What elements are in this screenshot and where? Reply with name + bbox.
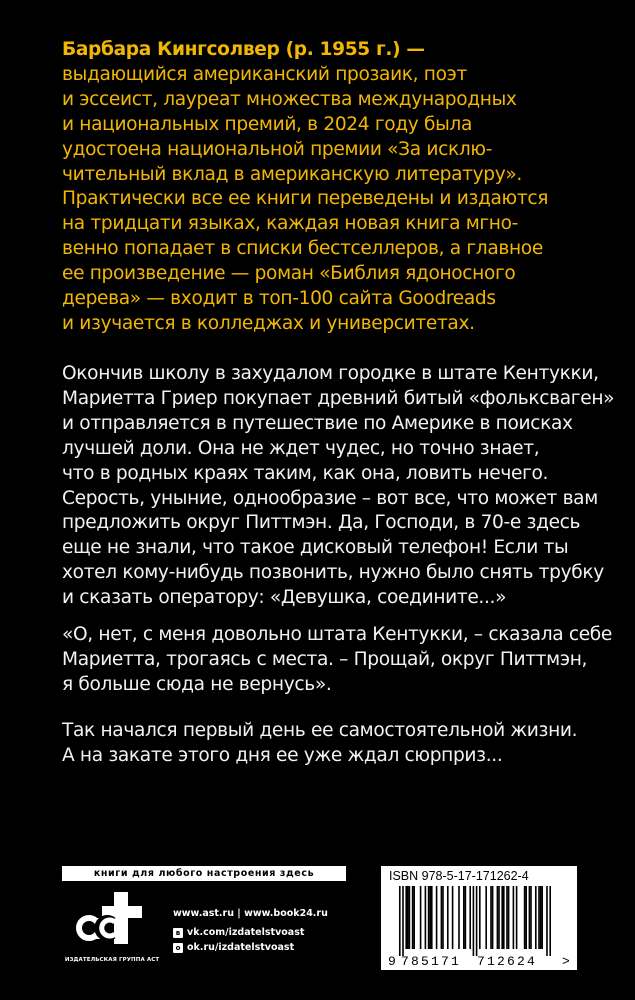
social-vk-label: vk.com/izdatelstvoast bbox=[187, 927, 305, 938]
barcode-bar bbox=[529, 886, 531, 949]
author-bio-line: Практически все ее книги переведены и издаются bbox=[62, 188, 549, 210]
barcode-bar bbox=[535, 886, 537, 949]
barcode-bar bbox=[476, 886, 478, 956]
social-vk-link[interactable] bbox=[173, 927, 304, 938]
vk-icon: в bbox=[173, 928, 183, 938]
barcode-bar bbox=[508, 886, 510, 949]
barcode-bar bbox=[473, 886, 475, 956]
barcode-bar bbox=[492, 886, 494, 949]
isbn-label: ISBN 978-5-17-171262-4 bbox=[389, 869, 529, 883]
barcode-bar bbox=[485, 886, 487, 949]
synopsis-line: Серость, уныние, однообразие – вот все, что может вам bbox=[62, 487, 598, 509]
barcode-bar bbox=[479, 886, 481, 949]
author-bio-line: на тридцати языках, каждая новая книга мгно- bbox=[62, 213, 518, 235]
barcode-bar bbox=[409, 886, 411, 949]
synopsis-line: А на закате этого дня ее уже ждал сюрприз... bbox=[62, 744, 503, 766]
synopsis-paragraph-1 bbox=[62, 362, 622, 611]
barcode-bar bbox=[497, 886, 499, 949]
synopsis-line: Так начался первый день ее самостоятельной жизни. bbox=[62, 720, 578, 741]
synopsis-line: «О, нет, с меня довольно штата Кентукки, – сказала себе bbox=[62, 624, 613, 645]
barcode-bar bbox=[541, 886, 543, 949]
barcode-bar bbox=[524, 886, 526, 949]
barcode-bar bbox=[525, 886, 527, 949]
synopsis-line: еще не знали, что такое дисковый телефон! Если ты bbox=[62, 537, 569, 559]
author-bio-line: Барбара Кингсолвер (р. 1955 г.) — bbox=[62, 39, 425, 60]
barcode-bar bbox=[540, 886, 542, 949]
barcode-bar bbox=[490, 886, 492, 949]
barcode-end-marker: > bbox=[562, 954, 570, 969]
publisher-name: ИЗДАТЕЛЬСКАЯ ГРУППА АСТ bbox=[64, 957, 160, 963]
social-ok-label: ok.ru/izdatelstvoast bbox=[187, 942, 295, 953]
synopsis-line: и отправляется в путешествие по Америке в поисках bbox=[62, 412, 573, 434]
barcode-first-digit: 9 bbox=[388, 954, 396, 969]
barcode-bar bbox=[506, 886, 508, 949]
author-bio-line: дерева» — входит в топ-100 сайта Goodreads bbox=[62, 288, 496, 310]
synopsis-line: предложить округ Питтмэн. Да, Господи, в 70-е здесь bbox=[62, 512, 581, 534]
author-bio-line: ее произведение — роман «Библия ядоносного bbox=[62, 263, 516, 285]
publisher-websites[interactable]: www.ast.ru | www.book24.ru bbox=[173, 908, 328, 919]
barcode-bar bbox=[431, 886, 433, 949]
synopsis-line: что в родных краях таким, как она, ловить нечего. bbox=[62, 462, 549, 484]
barcode-bar bbox=[516, 886, 518, 949]
synopsis-paragraph-2 bbox=[62, 623, 622, 698]
barcode-bar bbox=[399, 886, 401, 956]
barcode-bar bbox=[501, 886, 503, 949]
barcode-bar bbox=[530, 886, 532, 949]
barcode-bar bbox=[412, 886, 414, 949]
synopsis-line: Мариетта Гриер покупает древний битый «фольксваген» bbox=[62, 387, 615, 409]
author-bio-line: венно попадает в списки бестселлеров, а главное bbox=[62, 238, 543, 260]
author-bio-line: и национальных премий, в 2024 году была bbox=[62, 113, 473, 135]
barcode-bar bbox=[425, 886, 427, 949]
barcode-group-1: 785171 bbox=[401, 954, 462, 969]
publisher-logo bbox=[62, 888, 162, 970]
barcode-bar bbox=[436, 886, 438, 949]
author-bio bbox=[62, 38, 622, 337]
author-bio-line: выдающийся американский прозаик, поэт bbox=[62, 63, 467, 85]
ast-logo-icon bbox=[76, 888, 148, 956]
synopsis-line: Мариетта, трогаясь с места. – Прощай, округ Питтмэн, bbox=[62, 648, 588, 670]
barcode-bar bbox=[420, 886, 422, 949]
barcode-bar bbox=[407, 886, 409, 949]
ok-icon: о bbox=[173, 943, 183, 953]
author-bio-line: удостоена национальной премии «За исклю- bbox=[62, 138, 493, 160]
synopsis-line: хотел кому-нибудь позвонить, нужно было снять трубку bbox=[62, 562, 604, 584]
barcode-group-2: 712624 bbox=[477, 954, 538, 969]
barcode-bar bbox=[538, 886, 540, 949]
barcode-bar bbox=[405, 886, 407, 949]
barcode-bar bbox=[469, 886, 471, 949]
barcode-bar bbox=[442, 886, 444, 949]
synopsis-line: и сказать оператору: «Девушка, соедините...» bbox=[62, 587, 507, 609]
barcode-bar bbox=[429, 886, 431, 949]
barcode-bar bbox=[441, 886, 443, 949]
author-bio-line: и эссеист, лауреат множества международных bbox=[62, 88, 517, 110]
barcode-bar bbox=[447, 886, 449, 949]
tagline-bar: книги для любого настроения здесь bbox=[62, 866, 346, 881]
synopsis-line: лучшей доли. Она не ждет чудес, но точно знает, bbox=[62, 437, 540, 459]
synopsis-paragraph-3 bbox=[62, 719, 622, 769]
barcode-bar bbox=[498, 886, 500, 949]
author-bio-line: чительный вклад в американскую литературу». bbox=[62, 163, 522, 185]
synopsis-line: Окончив школу в захудалом городке в штате Кентукки, bbox=[62, 363, 599, 384]
barcode-bar bbox=[413, 886, 415, 949]
author-bio-line: и изучается в колледжах и университетах. bbox=[62, 312, 475, 334]
social-ok-link[interactable] bbox=[173, 942, 294, 953]
barcode-bar bbox=[513, 886, 515, 949]
barcode-bar bbox=[402, 886, 404, 956]
barcode-bar bbox=[549, 886, 551, 956]
synopsis-line: я больше сюда не вернусь». bbox=[62, 673, 332, 695]
barcode-bar bbox=[503, 886, 505, 949]
barcode-bar bbox=[452, 886, 454, 949]
barcode-bar bbox=[458, 886, 460, 949]
barcode-bar bbox=[463, 886, 465, 949]
barcode-icon bbox=[381, 866, 577, 970]
barcode-bar bbox=[428, 886, 430, 949]
barcode-bar bbox=[546, 886, 548, 956]
barcode-bar bbox=[465, 886, 467, 949]
barcode-box bbox=[381, 866, 577, 970]
